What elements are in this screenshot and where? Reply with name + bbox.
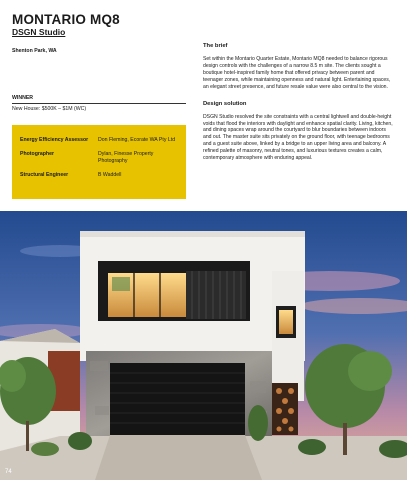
solution-heading: Design solution xyxy=(203,100,247,107)
credit-role: Photographer xyxy=(20,151,55,158)
brief-heading: The brief xyxy=(203,43,228,49)
credit-role: Energy Efficiency Assessor xyxy=(20,137,89,143)
award-category: New House: $500K – $1M (WC) xyxy=(12,106,87,112)
credits-panel xyxy=(12,125,186,199)
credit-row xyxy=(20,151,178,165)
project-title: MONTARIO MQ8 xyxy=(12,12,120,27)
credit-row xyxy=(20,137,178,144)
brief-body: Set within the Montario Quarter Estate, Montario MQ8 needed to balance rigorous design controls with the challenges of a narrow 8.5 m site. The clients sought a boutique hotel-inspired family home that offered privacy between parent and teenager zones, while maintaining openness and natural light. Entertaining spaces, an elegant street presence, and future resale value were also central to the vision. xyxy=(203,56,391,90)
project-location: Shenton Park, WA xyxy=(12,48,57,54)
house-photo xyxy=(0,211,407,480)
award-block xyxy=(12,95,186,112)
credit-name: Don Fleming, Ecorate WA Pty Ltd xyxy=(98,137,176,143)
award-heading: WINNER xyxy=(12,95,34,101)
credit-role: Structural Engineer xyxy=(20,172,69,179)
credit-name: Dylan, Finesse Property Photography xyxy=(98,151,154,165)
architect-name: DSGN Studio xyxy=(12,27,66,37)
solution-body: DSGN Studio resolved the site constraints with a central lightwell and double-height voids that flood the interiors with daylight and enhance spatial clarity. Living, kitchen, and dining spaces wrap around the courtyard to blur boundaries between indoors and out. The master suite sits privately on the ground floor, with teenage bedrooms and a guest suite above, linked by a bridge to an upper living area and balcony. A refined palette of masonry, neutral tones, and luxurious textures creates a calm, contemporary atmosphere with enduring appeal. xyxy=(203,113,393,162)
description-column xyxy=(203,43,395,162)
credit-name: B Waddell xyxy=(98,172,122,179)
credit-row xyxy=(20,172,178,179)
award-divider xyxy=(12,103,186,104)
page-number: 74 xyxy=(5,469,12,475)
